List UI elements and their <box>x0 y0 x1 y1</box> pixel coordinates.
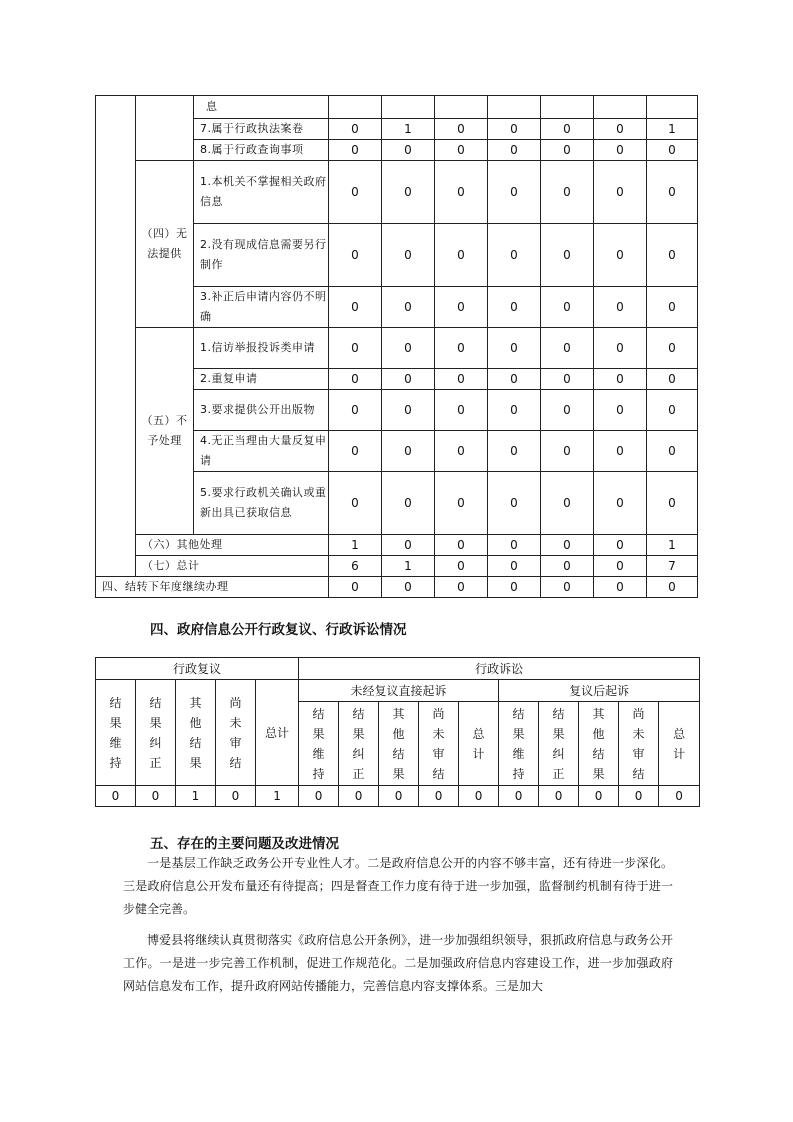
value-cell: 0 <box>594 535 647 556</box>
after-value: 0 <box>499 786 539 807</box>
value-cell: 0 <box>382 328 435 369</box>
value-cell: 0 <box>382 161 435 224</box>
value-cell: 0 <box>329 369 382 390</box>
value-cell: 0 <box>329 577 382 598</box>
value-cell: 0 <box>435 556 488 577</box>
value-cell: 0 <box>488 328 541 369</box>
review-value: 1 <box>256 786 299 807</box>
review-col-1: 结果维持 <box>96 680 136 786</box>
value-cell: 0 <box>541 390 594 431</box>
value-cell: 0 <box>435 328 488 369</box>
value-cell: 0 <box>488 535 541 556</box>
group3-label-cell <box>136 96 194 161</box>
value-cell: 0 <box>594 556 647 577</box>
value-cell: 0 <box>329 431 382 472</box>
section4-title: 四、政府信息公开行政复议、行政诉讼情况 <box>150 622 407 638</box>
value-cell: 6 <box>329 556 382 577</box>
row-label: 2.没有现成信息需要另行制作 <box>194 224 329 287</box>
value-cell: 0 <box>329 140 382 161</box>
value-cell: 0 <box>382 472 435 535</box>
after-value: 0 <box>539 786 579 807</box>
value-cell: 0 <box>541 224 594 287</box>
value-cell: 0 <box>435 140 488 161</box>
value-cell: 0 <box>382 224 435 287</box>
value-cell: 0 <box>594 140 647 161</box>
row-label: 7.属于行政执法案卷 <box>194 119 329 140</box>
after-col-2: 结果纠正 <box>539 702 579 786</box>
after-review-header: 复议后起诉 <box>499 680 700 702</box>
direct-litigation-header: 未经复议直接起诉 <box>299 680 499 702</box>
value-cell: 0 <box>647 161 698 224</box>
review-value: 0 <box>216 786 256 807</box>
value-cell: 1 <box>382 119 435 140</box>
review-litigation-table <box>95 657 700 807</box>
value-cell: 0 <box>488 472 541 535</box>
value-cell: 0 <box>647 577 698 598</box>
row-label: 3.要求提供公开出版物 <box>194 390 329 431</box>
value-cell: 0 <box>329 161 382 224</box>
value-cell: 0 <box>382 577 435 598</box>
value-cell: 0 <box>541 161 594 224</box>
value-cell: 0 <box>594 224 647 287</box>
truncated-row-label: 息 <box>194 96 329 119</box>
value-cell: 0 <box>435 431 488 472</box>
value-cell: 7 <box>647 556 698 577</box>
value-cell: 0 <box>488 369 541 390</box>
row-label: 2.重复申请 <box>194 369 329 390</box>
value-cell: 0 <box>647 431 698 472</box>
value-cell: 0 <box>488 161 541 224</box>
group4-label-cell: （四）无法提供 <box>136 161 194 328</box>
value-cell: 0 <box>435 390 488 431</box>
group5-label-cell: （五）不予处理 <box>136 328 194 535</box>
value-cell: 0 <box>594 161 647 224</box>
direct-value: 0 <box>339 786 379 807</box>
after-value: 0 <box>619 786 659 807</box>
row-label: 4.无正当理由大量反复申请 <box>194 431 329 472</box>
value-cell: 0 <box>435 472 488 535</box>
direct-col-2: 结果纠正 <box>339 702 379 786</box>
value-cell: 0 <box>594 328 647 369</box>
after-value: 0 <box>579 786 619 807</box>
after-value: 0 <box>659 786 700 807</box>
value-cell: 0 <box>435 535 488 556</box>
direct-col-5: 总计 <box>459 702 499 786</box>
value-cell: 0 <box>435 369 488 390</box>
direct-value: 0 <box>379 786 419 807</box>
value-cell: 0 <box>647 390 698 431</box>
value-cell: 0 <box>541 369 594 390</box>
after-col-3: 其他结果 <box>579 702 619 786</box>
value-cell: 0 <box>329 287 382 328</box>
value-cell: 0 <box>488 577 541 598</box>
value-cell: 0 <box>594 577 647 598</box>
value-cell: 0 <box>541 556 594 577</box>
after-col-1: 结果维持 <box>499 702 539 786</box>
value-cell: 0 <box>541 287 594 328</box>
value-cell: 0 <box>594 119 647 140</box>
value-cell: 0 <box>488 431 541 472</box>
value-cell <box>329 96 382 119</box>
value-cell: 0 <box>541 328 594 369</box>
direct-value: 0 <box>459 786 499 807</box>
value-cell: 0 <box>382 535 435 556</box>
value-cell: 1 <box>382 556 435 577</box>
other-label: （六）其他处理 <box>136 535 329 556</box>
value-cell: 0 <box>488 556 541 577</box>
row-label: 5.要求行政机关确认或重新出具已获取信息 <box>194 472 329 535</box>
value-cell: 0 <box>488 224 541 287</box>
value-cell: 0 <box>329 119 382 140</box>
value-cell: 0 <box>647 472 698 535</box>
direct-col-3: 其他结果 <box>379 702 419 786</box>
value-cell: 0 <box>594 472 647 535</box>
value-cell: 0 <box>488 119 541 140</box>
review-col-3: 其他结果 <box>176 680 216 786</box>
value-cell: 0 <box>647 224 698 287</box>
direct-col-4: 尚未审结 <box>419 702 459 786</box>
value-cell: 0 <box>435 161 488 224</box>
value-cell: 0 <box>435 577 488 598</box>
value-cell: 0 <box>541 140 594 161</box>
review-value: 0 <box>136 786 176 807</box>
value-cell: 0 <box>329 224 382 287</box>
value-cell: 0 <box>329 328 382 369</box>
outer-left-cell <box>96 96 136 577</box>
value-cell: 0 <box>541 431 594 472</box>
value-cell: 1 <box>647 535 698 556</box>
review-col-5: 总计 <box>256 680 299 786</box>
value-cell: 0 <box>382 390 435 431</box>
direct-col-1: 结果维持 <box>299 702 339 786</box>
value-cell: 0 <box>541 535 594 556</box>
review-value: 0 <box>96 786 136 807</box>
application-handling-table <box>95 95 698 598</box>
value-cell: 0 <box>382 287 435 328</box>
value-cell: 0 <box>647 287 698 328</box>
value-cell: 0 <box>594 287 647 328</box>
value-cell: 0 <box>382 369 435 390</box>
value-cell: 0 <box>594 390 647 431</box>
review-col-2: 结果纠正 <box>136 680 176 786</box>
value-cell <box>594 96 647 119</box>
value-cell: 0 <box>541 472 594 535</box>
review-header: 行政复议 <box>96 658 299 680</box>
value-cell: 1 <box>329 535 382 556</box>
direct-value: 0 <box>299 786 339 807</box>
section5-paragraph-1: 一是基层工作缺乏政务公开专业性人才。二是政府信息公开的内容不够丰富，还有待进一步深化。三是政府信息公开发布量还有待提高；四是督查工作力度有待于进一步加强，监督制约机制有待于进一步健全完善。 <box>123 856 673 916</box>
total-label: （七）总计 <box>136 556 329 577</box>
value-cell: 0 <box>382 431 435 472</box>
after-col-4: 尚未审结 <box>619 702 659 786</box>
value-cell: 0 <box>488 287 541 328</box>
value-cell <box>435 96 488 119</box>
value-cell: 0 <box>541 119 594 140</box>
section5-title: 五、存在的主要问题及改进情况 <box>150 836 339 852</box>
row-label: 8.属于行政查询事项 <box>194 140 329 161</box>
value-cell: 0 <box>647 369 698 390</box>
value-cell: 0 <box>435 287 488 328</box>
value-cell: 0 <box>594 369 647 390</box>
value-cell <box>647 96 698 119</box>
value-cell: 1 <box>647 119 698 140</box>
value-cell: 0 <box>435 119 488 140</box>
litigation-header: 行政诉讼 <box>299 658 700 680</box>
row-label: 1.信访举报投诉类申请 <box>194 328 329 369</box>
value-cell: 0 <box>541 577 594 598</box>
value-cell: 0 <box>435 224 488 287</box>
carry-over-label: 四、结转下年度继续办理 <box>96 577 329 598</box>
direct-value: 0 <box>419 786 459 807</box>
value-cell <box>488 96 541 119</box>
row-label: 3.补正后申请内容仍不明确 <box>194 287 329 328</box>
value-cell: 0 <box>488 140 541 161</box>
after-col-5: 总计 <box>659 702 700 786</box>
value-cell: 0 <box>488 390 541 431</box>
row-label: 1.本机关不掌握相关政府信息 <box>194 161 329 224</box>
value-cell: 0 <box>594 431 647 472</box>
section5-paragraph-2: 博爱县将继续认真贯彻落实《政府信息公开条例》，进一步加强组织领导，狠抓政府信息与政务公开工作。一是进一步完善工作机制，促进工作规范化。二是加强政府信息内容建设工作，进一步加强政府网站信息发布工作，提升政府网站传播能力，完善信息内容支撑体系。三是加大 <box>123 933 673 993</box>
review-value: 1 <box>176 786 216 807</box>
value-cell <box>541 96 594 119</box>
value-cell: 0 <box>647 328 698 369</box>
value-cell: 0 <box>329 390 382 431</box>
value-cell: 0 <box>647 140 698 161</box>
value-cell: 0 <box>329 472 382 535</box>
review-col-4: 尚未审结 <box>216 680 256 786</box>
value-cell <box>382 96 435 119</box>
value-cell: 0 <box>382 140 435 161</box>
